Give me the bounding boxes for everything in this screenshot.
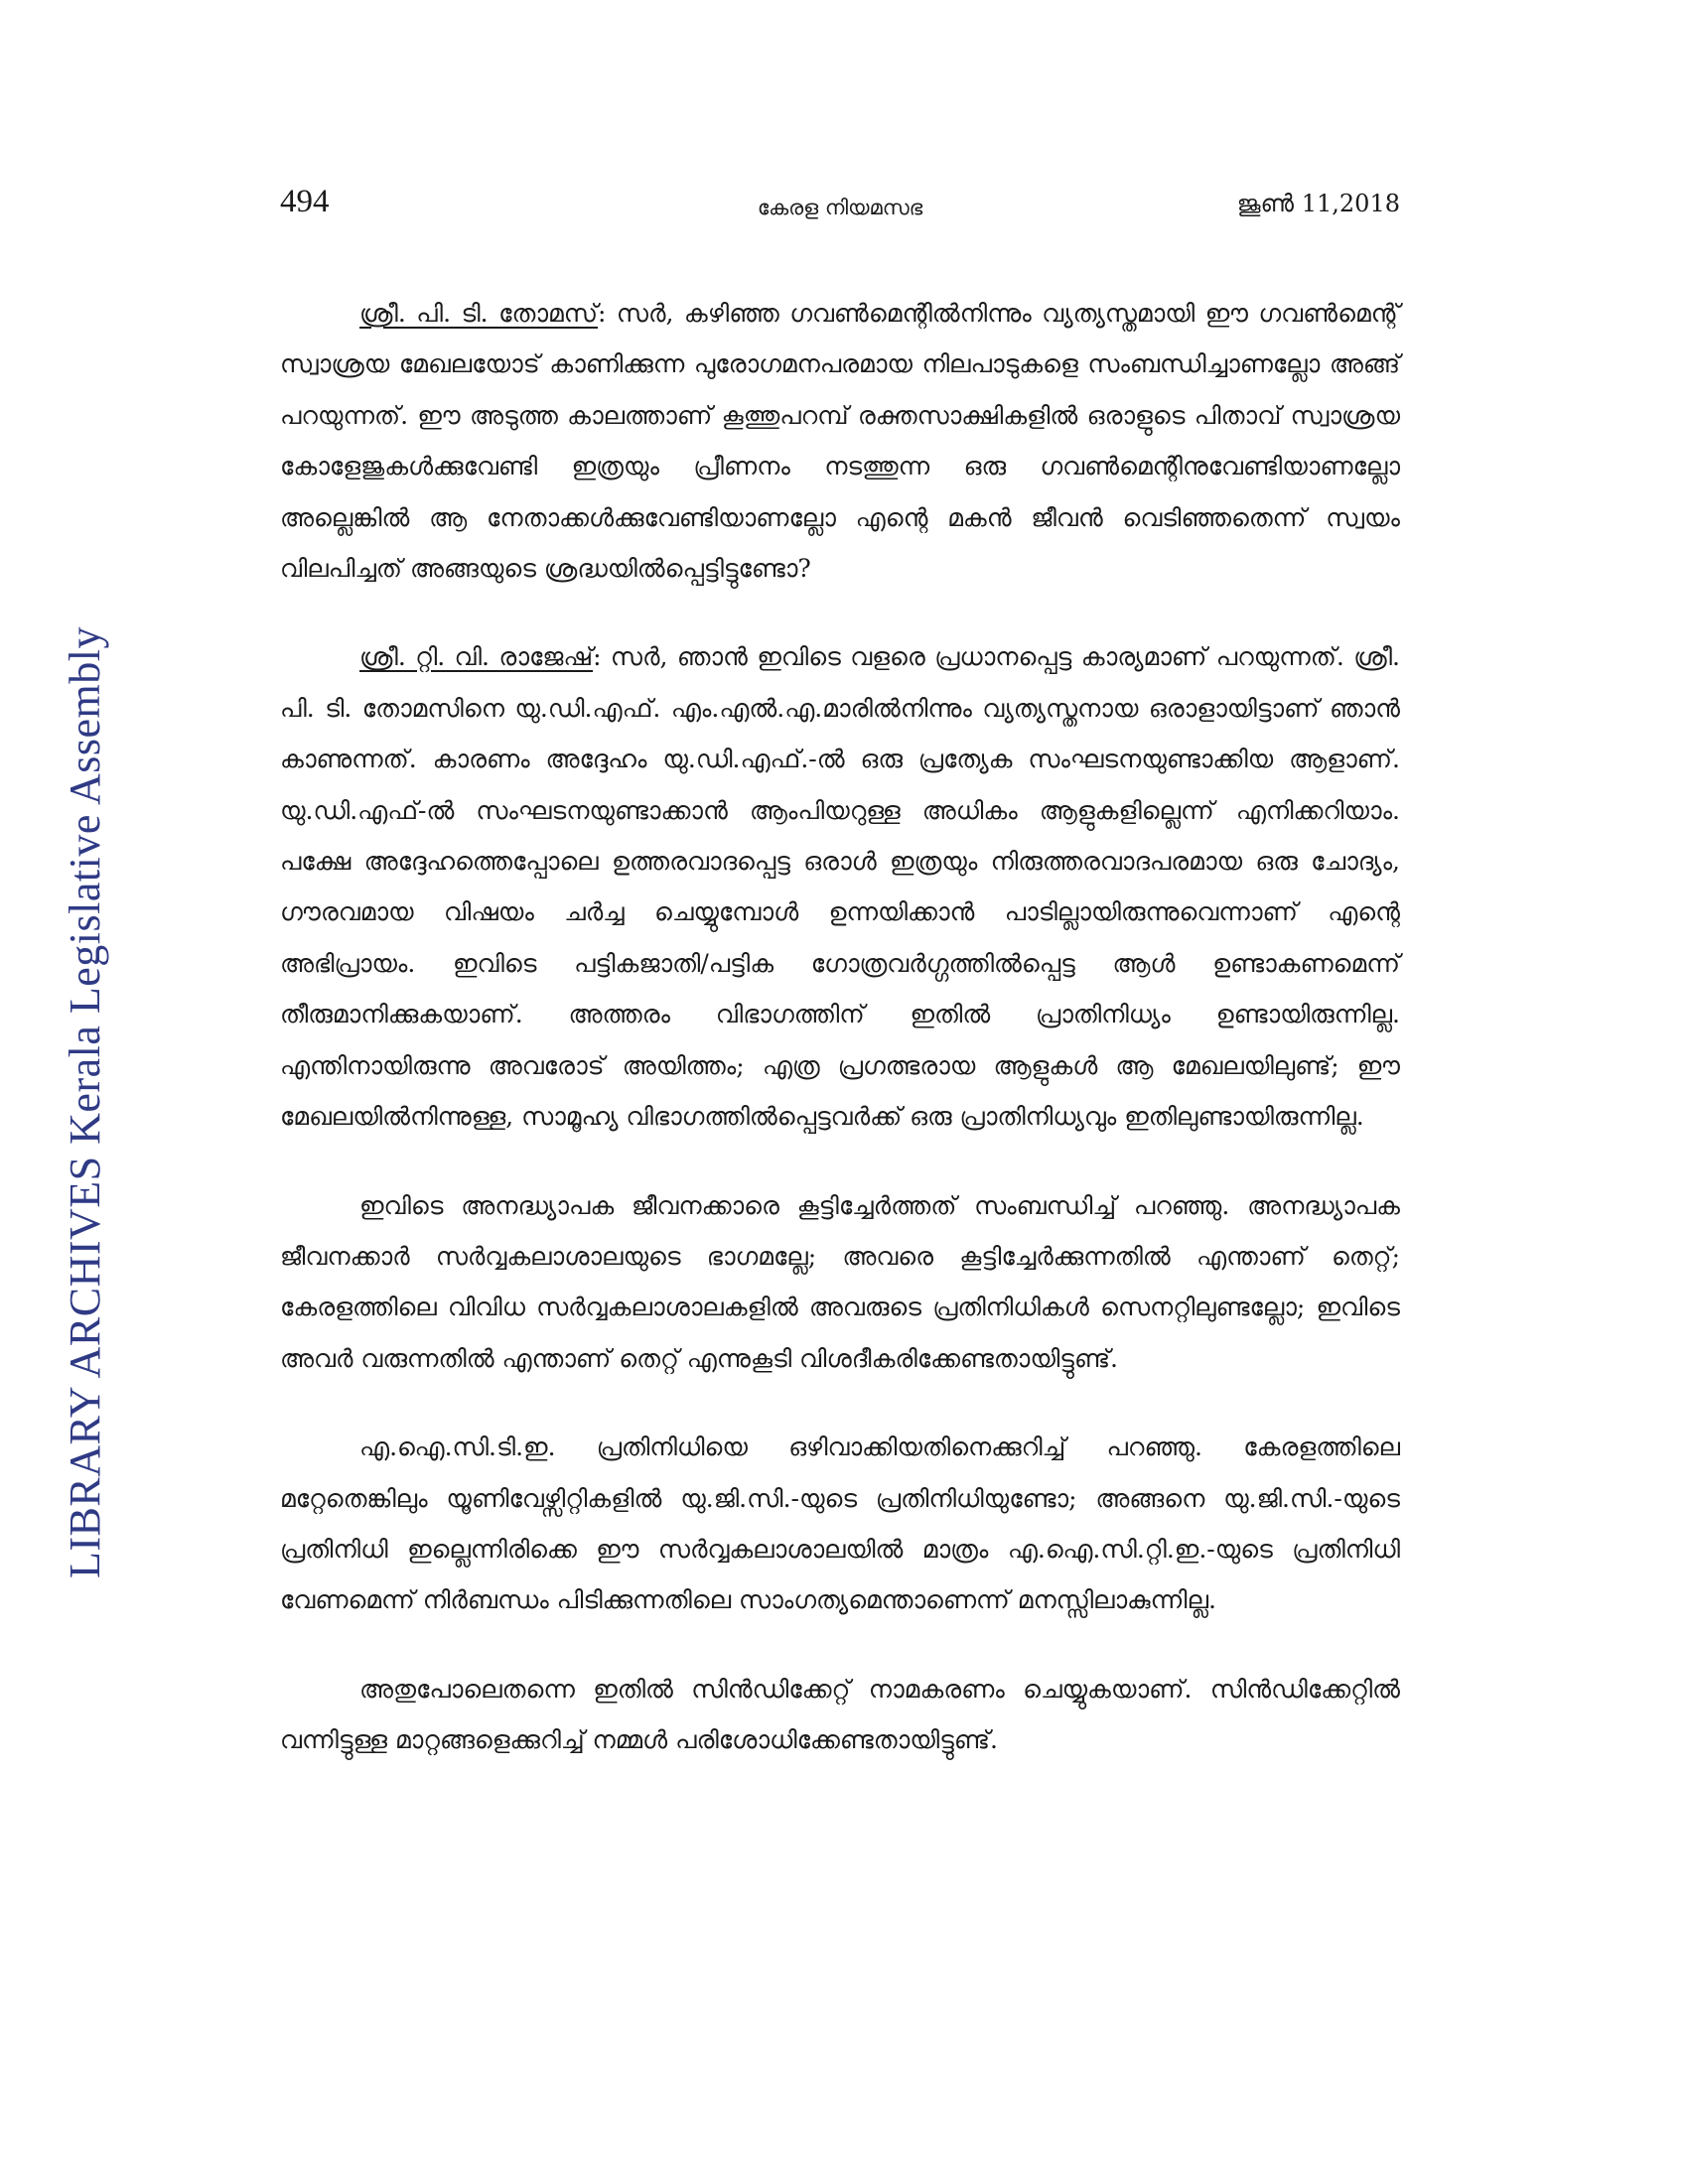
speaker-name: ശ്രീ. പി. ടി. തോമസ്	[359, 299, 598, 328]
paragraph	[280, 288, 1400, 594]
page-number: 494	[280, 184, 330, 219]
speaker-name: ശ്രീ. റ്റി. വി. രാജേഷ്	[359, 642, 594, 672]
paragraph	[280, 1180, 1400, 1385]
archive-watermark: LIBRARY ARCHIVES Kerala Legislative Assembly	[61, 626, 109, 1578]
paragraph-text: : സർ, ഞാൻ ഇവിടെ വളരെ പ്രധാനപ്പെട്ട കാര്യമാണ് പറയുന്നത്. ശ്രീ. പി. ടി. തോമസിനെ യു.ഡി.എഫ്. എം.എൽ.എ.മാരിൽനിന്നും വ്യത്യസ്തനായ ഒരാളായിട്ടാണ് ഞാൻ കാണുന്നത്. കാരണം അദ്ദേഹം യു.ഡി.എഫ്.-ൽ ഒരു പ്രത്യേക സംഘടനയുണ്ടാക്കിയ ആളാണ്. യു.ഡി.എഫ്-ൽ സംഘടനയുണ്ടാക്കാൻ ആംപിയറുള്ള അധികം ആളുകളില്ലെന്ന് എനിക്കറിയാം. പക്ഷേ അദ്ദേഹത്തെപ്പോലെ ഉത്തരവാദപ്പെട്ട ഒരാൾ ഇത്രയും നിരുത്തരവാദപരമായ ഒരു ചോദ്യം, ഗൗരവമായ വിഷയം ചർച്ച ചെയ്യുമ്പോൾ ഉന്നയിക്കാൻ പാടില്ലായിരുന്നുവെന്നാണ് എന്റെ അഭിപ്രായം. ഇവിടെ പട്ടികജാതി/പട്ടിക ഗോത്രവർഗ്ഗത്തിൽപ്പെട്ട ആൾ ഉണ്ടാകണമെന്ന് തീരുമാനിക്കുകയാണ്. അത്തരം വിഭാഗത്തിന് ഇതിൽ പ്രാതിനിധ്യം ഉണ്ടായിരുന്നില്ല. എന്തിനായിരുന്നു അവരോട് അയിത്തം; എത്ര പ്രഗത്ഭരായ ആളുകൾ ആ മേഖലയിലുണ്ട്; ഈ മേഖലയിൽനിന്നുള്ള, സാമൂഹ്യ വിഭാഗത്തിൽപ്പെട്ടവർക്ക് ഒരു പ്രാതിനിധ്യവും ഇതിലുണ്ടായിരുന്നില്ല.	[280, 642, 1400, 1132]
paragraph-text: ഇവിടെ അനദ്ധ്യാപക ജീവനക്കാരെ കൂട്ടിച്ചേർത്തത് സംബന്ധിച്ച് പറഞ്ഞു. അനദ്ധ്യാപക ജീവനക്കാർ സർവ്വകലാശാലയുടെ ഭാഗമല്ലേ; അവരെ കൂട്ടിച്ചേർക്കുന്നതിൽ എന്താണ് തെറ്റ്; കേരളത്തിലെ വിവിധ സർവ്വകലാശാലകളിൽ അവരുടെ പ്രതിനിധികൾ സെനറ്റിലുണ്ടല്ലോ; ഇവിടെ അവർ വരുന്നതിൽ എന്താണ് തെറ്റ് എന്നുകൂടി വിശദീകരിക്കേണ്ടതായിട്ടുണ്ട്.	[280, 1190, 1400, 1373]
paragraph	[280, 631, 1400, 1142]
paragraph-text: അതുപോലെതന്നെ ഇതിൽ സിൻഡിക്കേറ്റ് നാമകരണം ചെയ്യുകയാണ്. സിൻഡിക്കേറ്റിൽ വന്നിട്ടുള്ള മാറ്റങ്ങളെക്കുറിച്ച് നമ്മൾ പരിശോധിക്കേണ്ടതായിട്ടുണ്ട്.	[280, 1674, 1400, 1755]
paragraph	[280, 1664, 1400, 1766]
proceedings-body	[280, 288, 1400, 1766]
running-title: കേരള നിയമസഭ	[757, 196, 923, 219]
paragraph-text: : സർ, കഴിഞ്ഞ ഗവൺമെന്റിൽനിന്നും വ്യത്യസ്തമായി ഈ ഗവൺമെന്റ് സ്വാശ്രയ മേഖലയോട് കാണിക്കുന്ന പുരോഗമനപരമായ നിലപാടുകളെ സംബന്ധിച്ചാണല്ലോ അങ്ങ് പറയുന്നത്. ഈ അടുത്ത കാലത്താണ് കൂത്തുപറമ്പ് രക്തസാക്ഷികളിൽ ഒരാളുടെ പിതാവ് സ്വാശ്രയ കോളേജുകൾക്കുവേണ്ടി ഇത്രയും പ്രീണനം നടത്തുന്ന ഒരു ഗവൺമെന്റിനുവേണ്ടിയാണല്ലോ അല്ലെങ്കിൽ ആ നേതാക്കൾക്കുവേണ്ടിയാണല്ലോ എന്റെ മകൻ ജീവൻ വെടിഞ്ഞതെന്ന് സ്വയം വിലപിച്ചത് അങ്ങയുടെ ശ്രദ്ധയിൽപ്പെട്ടിട്ടുണ്ടോ?	[280, 299, 1400, 584]
paragraph	[280, 1422, 1400, 1626]
header-date: ജൂൺ 11,2018	[1236, 190, 1400, 217]
page-header	[280, 184, 1400, 233]
paragraph-text: എ.ഐ.സി.ടി.ഇ. പ്രതിനിധിയെ ഒഴിവാക്കിയതിനെക്കുറിച്ച് പറഞ്ഞു. കേരളത്തിലെ മറ്റേതെങ്കിലും യൂണിവേഴ്സിറ്റികളിൽ യു.ജി.സി.-യുടെ പ്രതിനിധിയുണ്ടോ; അങ്ങനെ യു.ജി.സി.-യുടെ പ്രതിനിധി ഇല്ലെന്നിരിക്കെ ഈ സർവ്വകലാശാലയിൽ മാത്രം എ.ഐ.സി.റ്റി.ഇ.-യുടെ പ്രതിനിധി വേണമെന്ന് നിർബന്ധം പിടിക്കുന്നതിലെ സാംഗത്യമെന്താണെന്ന് മനസ്സിലാകുന്നില്ല.	[280, 1433, 1400, 1615]
